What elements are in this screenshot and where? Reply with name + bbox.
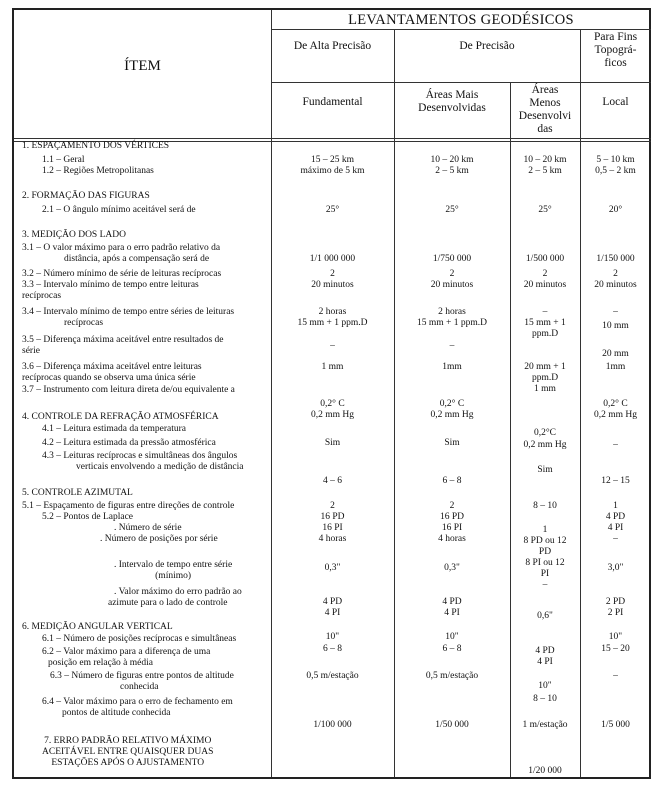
value-cell: 4 PD 4 PI <box>322 597 343 618</box>
row-divider <box>271 29 651 30</box>
value-cell: 0,2° C <box>320 399 345 409</box>
value-cell: – <box>613 671 618 681</box>
value-cell: 0,6" <box>537 611 553 621</box>
value-cell: 6 – 8 <box>323 644 342 654</box>
value-cell: 0,2°C <box>533 428 556 438</box>
value-cell: 0,2° C <box>603 399 628 409</box>
value-cell: 0,2 mm Hg <box>310 410 354 420</box>
item-label: . Número de série <box>114 523 182 533</box>
item-label: . Valor máximo do erro padrão ao azimute para o lado de controle <box>108 587 242 608</box>
section-title: 2. FORMAÇÃO DAS FIGURAS <box>22 191 150 201</box>
value-cell: 1/5 000 <box>601 720 630 730</box>
value-cell: 20 minutos <box>430 280 474 290</box>
item-label: 3.6 – Diferença máxima aceitável entre leituras recíprocas quando se observa uma única série <box>22 362 202 383</box>
value-cell: 2 16 PD 16 PI 4 horas <box>438 501 466 544</box>
item-label: 3.4 – Intervalo mínimo de tempo entre séries de leituras recíprocas <box>22 307 235 328</box>
value-cell: 15 – 25 km máximo de 5 km <box>300 155 365 176</box>
value-cell: 0,2 mm Hg <box>430 410 474 420</box>
section-title: 1. ESPAÇAMENTO DOS VÉRTICES <box>22 141 170 151</box>
value-cell: 20 minutos <box>311 280 354 290</box>
value-cell: 1/150 000 <box>596 254 635 264</box>
item-label: 3.2 – Número mínimo de série de leituras recíprocas <box>22 269 222 279</box>
table-title: LEVANTAMENTOS GEODÉSICOS <box>348 12 574 28</box>
value-cell: – <box>449 341 455 351</box>
section-title: 7. ERRO PADRÃO RELATIVO MÁXIMO ACEITÁVEL ENTRE QUAISQUER DUAS ESTAÇÕES APÓS O AJUSTAMENTO <box>42 736 214 768</box>
value-cell: 2 PD 2 PI <box>605 597 626 618</box>
alta-precisao-header: De Alta Precisão <box>293 40 372 52</box>
value-cell: 6 – 8 <box>442 644 462 654</box>
value-cell: 2 <box>613 269 618 279</box>
value-cell: 0,2 mm Hg <box>523 440 567 450</box>
item-label: 3.1 – O valor máximo para o erro padrão relativo da distância, após a compensação será de <box>22 243 221 264</box>
section-title: 5. CONTROLE AZIMUTAL <box>22 488 133 498</box>
item-label: 6.4 – Valor máximo para o erro de fechamento em pontos de altitude conhecida <box>42 697 233 718</box>
item-label: 3.5 – Diferença máxima aceitável entre resultados de série <box>22 335 224 356</box>
value-cell: 10" 8 – 10 <box>533 681 557 704</box>
value-cell: 2 horas 15 mm + 1 ppm.D <box>297 307 368 328</box>
item-label: 3.3 – Intervalo mínimo de tempo entre leituras recíprocas <box>22 280 199 301</box>
topograficos-header: Para Fins Topográ- ficos <box>593 31 638 69</box>
value-cell: 4 PD 4 PI <box>535 646 555 667</box>
value-cell: 0,3" <box>444 563 460 573</box>
value-cell: – 10 mm <box>602 307 629 331</box>
item-header: ÍTEM <box>124 58 161 74</box>
value-cell: 25° <box>325 205 340 215</box>
value-cell: 0,2 mm Hg <box>593 410 637 420</box>
value-cell: 4 PD 4 PI <box>442 597 462 618</box>
value-cell: Sim <box>537 465 553 475</box>
item-label: 3.7 – Instrumento com leitura direta de/ou equivalente a <box>22 385 235 395</box>
value-cell: 5 – 10 km 0,5 – 2 km <box>595 155 636 176</box>
value-cell: 12 – 15 <box>601 476 630 486</box>
value-cell: 1 mm <box>321 362 344 372</box>
value-cell: 2 <box>542 269 548 279</box>
item-label: 4.2 – Leitura estimada da pressão atmosférica <box>42 438 216 448</box>
value-cell: 8 – 10 <box>533 501 557 511</box>
section-title: 4. CONTROLE DA REFRAÇÃO ATMOSFÉRICA <box>22 412 219 422</box>
section-title: 3. MEDIÇÃO DOS LADO <box>22 230 126 240</box>
value-cell: 20 mm <box>602 349 629 359</box>
geodetic-survey-table <box>12 8 651 779</box>
value-cell: 1 m/estação <box>522 720 568 730</box>
value-cell: 1 4 PD 4 PI – <box>605 501 626 544</box>
value-cell: 4 – 6 <box>323 476 342 486</box>
value-cell: 3,0" <box>607 563 624 573</box>
value-cell: 1mm <box>442 362 462 372</box>
value-cell: 20 mm + 1 ppm.D 1 mm <box>524 362 566 394</box>
fundamental-header: Fundamental <box>302 96 363 108</box>
value-cell: 1/1 000 000 <box>309 254 356 264</box>
value-cell: 2 16 PD 16 PI 4 horas <box>318 501 347 544</box>
areas-menos-header: Áreas Menos Desenvolvi das <box>518 84 572 135</box>
item-label: 5.2 – Pontos de Laplace <box>42 512 134 522</box>
item-label: . Intervalo de tempo entre série (mínimo) <box>114 560 233 581</box>
precisao-header: De Precisão <box>459 40 515 52</box>
item-label: 2.1 – O ângulo mínimo aceitável será de <box>42 205 196 215</box>
value-cell: 15 – 20 <box>601 644 630 654</box>
value-cell: Sim <box>444 438 460 448</box>
value-cell: 0,2° C <box>439 399 465 409</box>
value-cell: 20 minutos <box>523 280 567 290</box>
item-label: 6.3 – Número de figuras entre pontos de altitude conhecida <box>50 671 234 692</box>
value-cell: 0,3" <box>324 563 341 573</box>
value-cell: 1mm <box>605 362 626 372</box>
value-cell: 1/750 000 <box>432 254 472 264</box>
section-title: 6. MEDIÇÃO ANGULAR VERTICAL <box>22 622 173 632</box>
value-cell: 2 <box>449 269 455 279</box>
item-label: 4.1 – Leitura estimada da temperatura <box>42 424 187 434</box>
value-cell: 2 horas 15 mm + 1 ppm.D <box>416 307 487 328</box>
row-divider <box>271 82 651 83</box>
value-cell: 10" <box>445 632 459 642</box>
header-divider <box>14 138 651 139</box>
value-cell: 0,5 m/estação <box>425 671 479 681</box>
item-label: 5.1 – Espaçamento de figuras entre direções de controle <box>22 501 235 511</box>
value-cell: 6 – 8 <box>442 476 462 486</box>
item-label: 1.2 – Regiões Metropolitanas <box>42 166 154 176</box>
item-label: . Número de posições por série <box>100 534 218 544</box>
item-label: 4.3 – Leituras recíprocas e simultâneas dos ângulos verticais envolvendo a medição de distância <box>42 451 244 472</box>
column-divider <box>271 10 272 777</box>
value-cell: – <box>613 440 618 450</box>
value-cell: 1/20 000 <box>528 766 562 776</box>
value-cell: 20° <box>608 205 623 215</box>
value-cell: 1/50 000 <box>435 720 469 730</box>
value-cell: – <box>330 341 335 351</box>
value-cell: 1 8 PD ou 12 PD 8 PI ou 12 PI – <box>523 525 567 590</box>
local-header: Local <box>602 96 629 108</box>
value-cell: Sim <box>324 438 341 448</box>
value-cell: 0,5 m/estação <box>306 671 359 681</box>
value-cell: 10" <box>608 632 623 642</box>
value-cell: 1/100 000 <box>313 720 352 730</box>
value-cell: 2 <box>330 269 335 279</box>
item-label: 6.2 – Valor máximo para a diferença de uma posição em relação à média <box>42 647 211 668</box>
value-cell: 10" <box>325 632 340 642</box>
item-label: 6.1 – Número de posições recíprocas e simultâneas <box>42 634 237 644</box>
value-cell: 10 – 20 km 2 – 5 km <box>430 155 474 176</box>
areas-mais-header: Áreas Mais Desenvolvidas <box>418 89 486 114</box>
value-cell: – 15 mm + 1 ppm.D <box>524 307 566 339</box>
value-cell: 1/500 000 <box>525 254 565 264</box>
value-cell: 20 minutos <box>594 280 637 290</box>
value-cell: 10 – 20 km 2 – 5 km <box>523 155 567 176</box>
value-cell: 25° <box>538 205 552 215</box>
value-cell: 25° <box>445 205 459 215</box>
item-label: 1.1 – Geral <box>42 155 85 165</box>
